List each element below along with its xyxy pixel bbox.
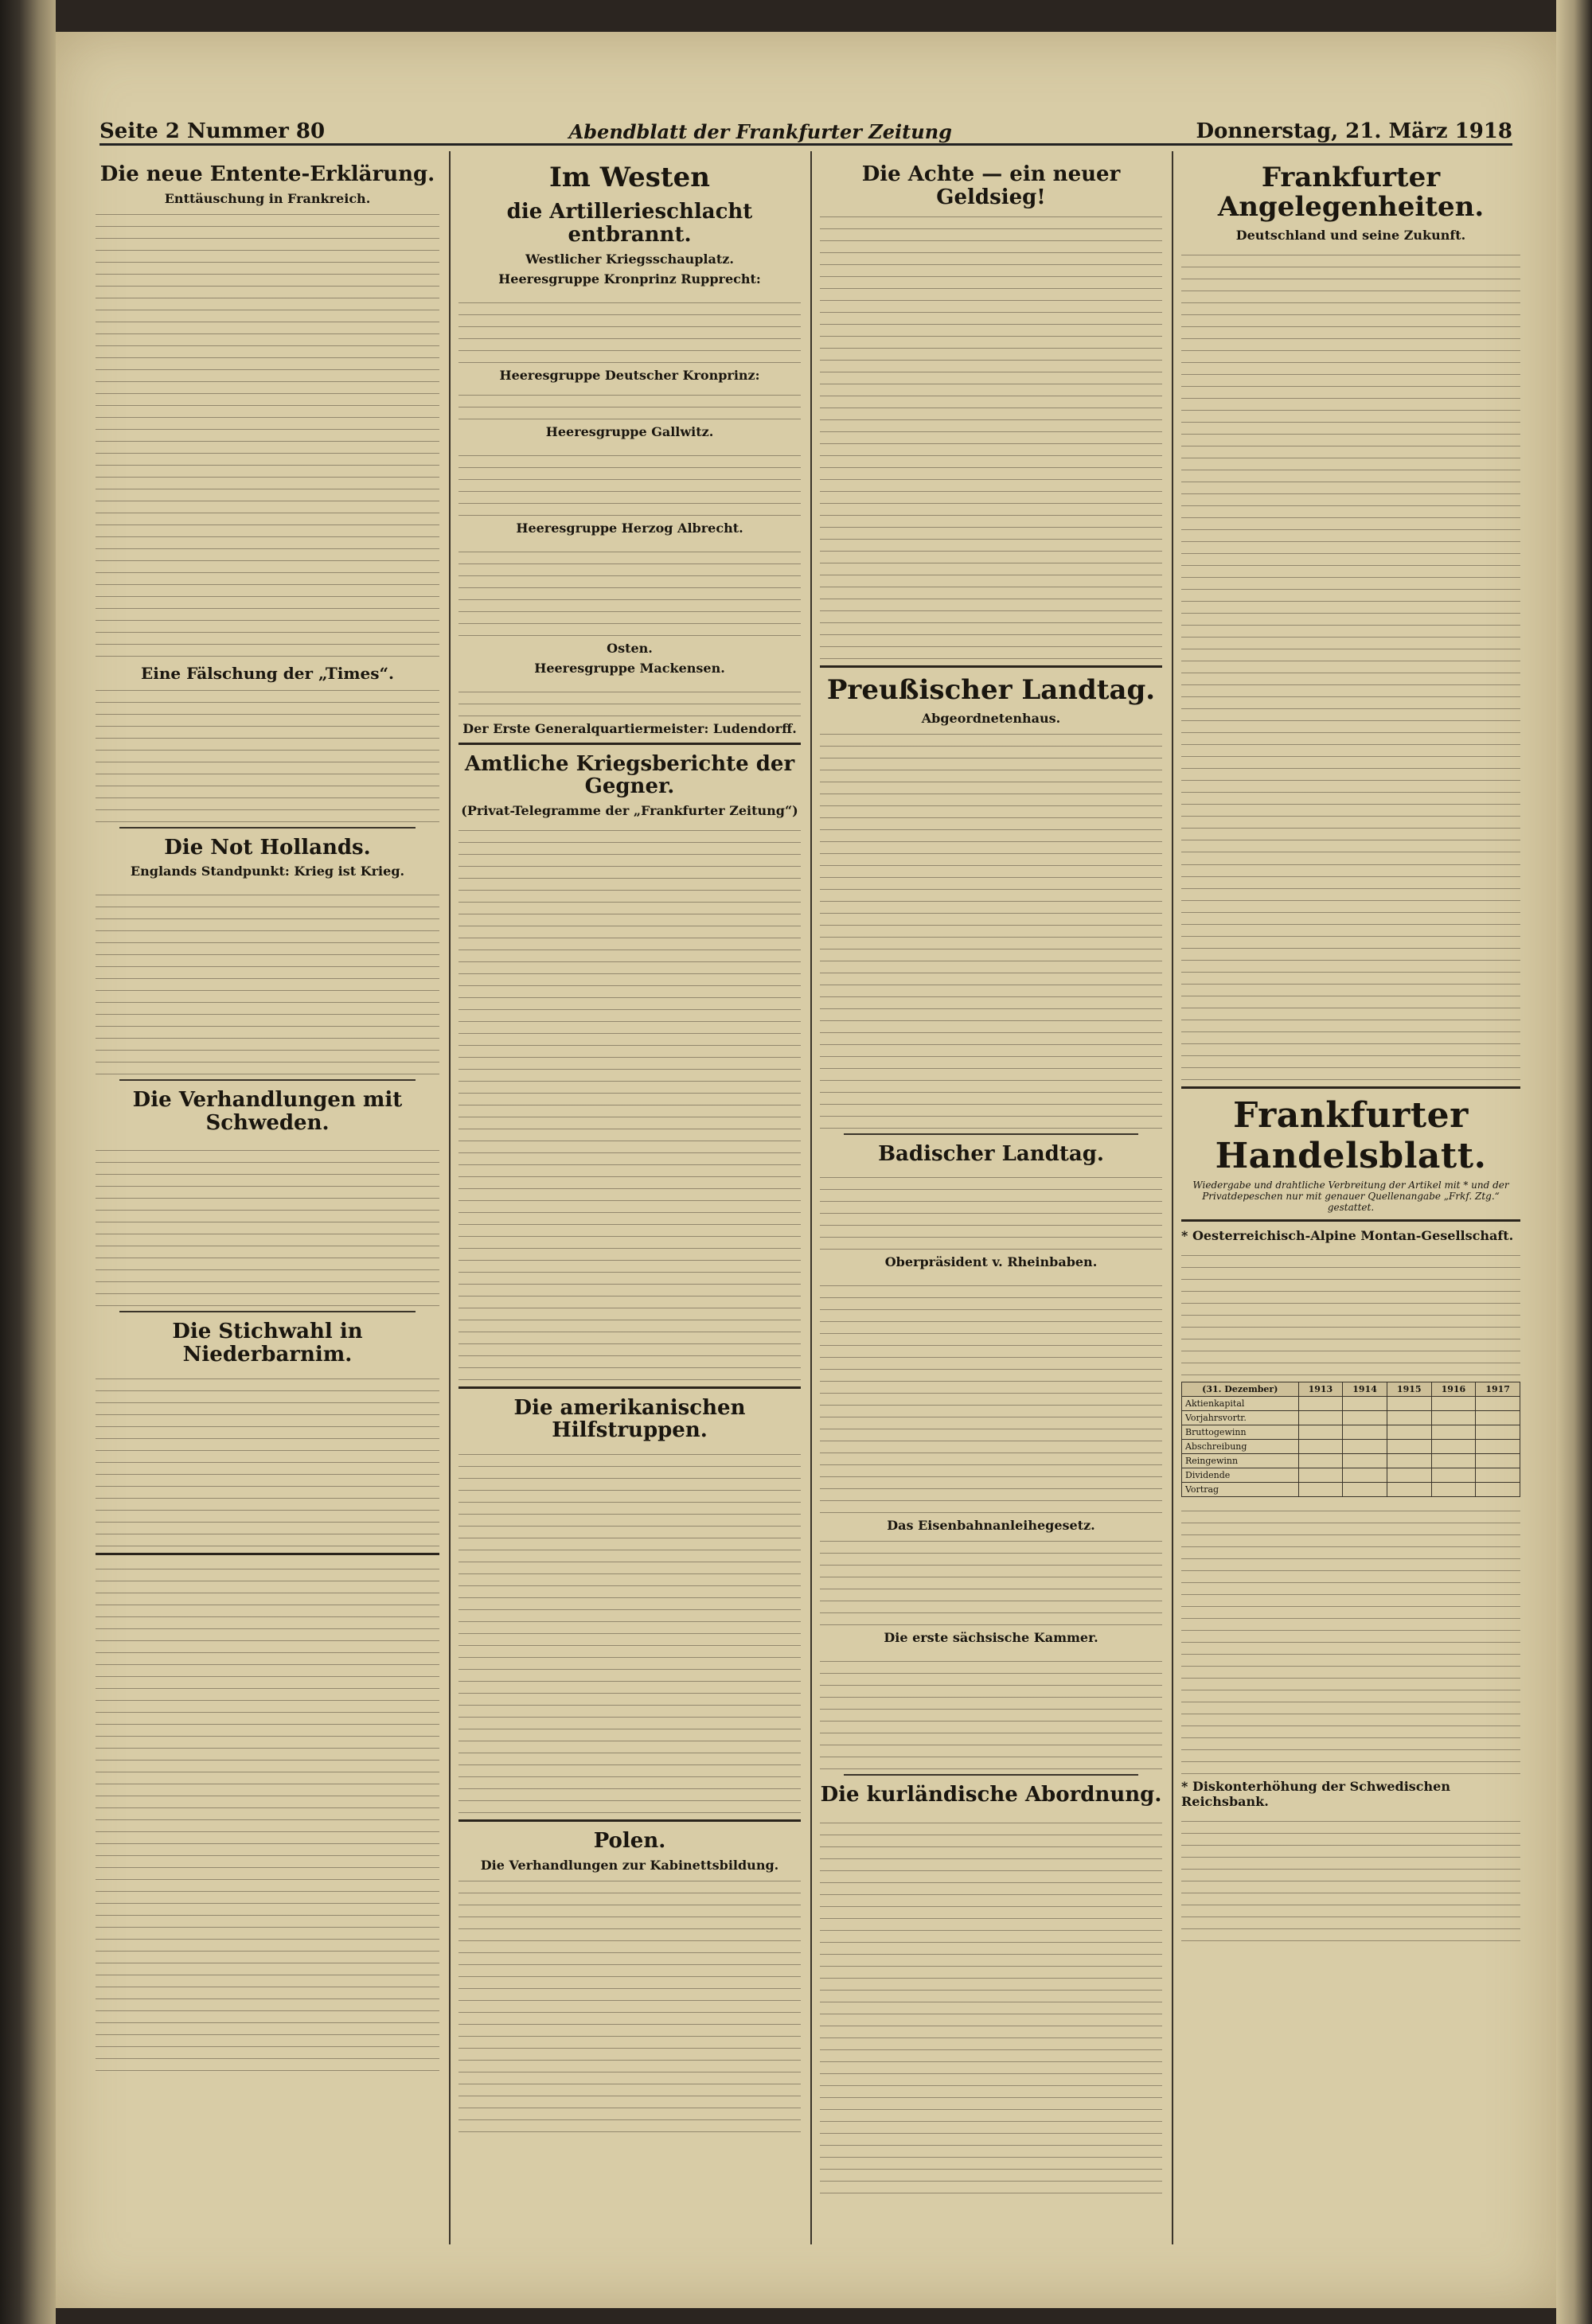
- masthead-handelsblatt: Frankfurter Handelsblatt.: [1215, 1094, 1487, 1176]
- book-binding: [0, 0, 56, 2324]
- subhead-rupprecht: Heeresgruppe Kronprinz Rupprecht:: [498, 271, 761, 287]
- article-text-block: [820, 1811, 1162, 2193]
- divider: [844, 1133, 1138, 1135]
- article-text-block: [96, 687, 439, 822]
- row-label: Dividende: [1182, 1468, 1299, 1482]
- table-year: 1916: [1431, 1382, 1476, 1396]
- headline-im-westen: Im Westen: [549, 162, 710, 193]
- divider: [119, 1311, 416, 1312]
- article-text-block: [1181, 248, 1520, 852]
- article-text-block: [458, 388, 801, 419]
- headline-times: Eine Fälschung der „Times“.: [141, 663, 394, 683]
- article-text-block: [96, 1562, 439, 2071]
- headline-amerikanische-hilfstruppen: Die amerikanischen Hilfstruppen.: [513, 1395, 746, 1443]
- article-text-block: [96, 211, 439, 657]
- row-label: Aktienkapital: [1182, 1396, 1299, 1410]
- column-4: [1181, 155, 1520, 2236]
- column-2: [458, 155, 801, 2236]
- signature-ludendorff: Der Erste Generalquartiermeister: Ludendorff.: [462, 720, 797, 736]
- article-text-block: [458, 291, 801, 363]
- divider: [458, 743, 801, 745]
- newspaper-page: [56, 32, 1556, 2308]
- article-text-block: [96, 1139, 439, 1306]
- header-date: Donnerstag, 21. März 1918: [1196, 119, 1512, 143]
- article-text-block: [820, 213, 1162, 659]
- article-text-block: [1181, 857, 1520, 1080]
- divider: [820, 665, 1162, 668]
- divider: [119, 827, 416, 829]
- table-corner: (31. Dezember): [1182, 1382, 1299, 1396]
- article-text-block: [96, 883, 439, 1074]
- divider: [458, 1386, 801, 1389]
- article-text-block: [458, 540, 801, 636]
- article-text-block: [820, 1274, 1162, 1513]
- table-row: [1182, 1425, 1520, 1439]
- article-text-block: [1181, 1814, 1520, 1941]
- row-label: Abschreibung: [1182, 1439, 1299, 1453]
- subhead-kabinettsbildung: Die Verhandlungen zur Kabinettsbildung.: [480, 1857, 779, 1873]
- table-row: [1182, 1410, 1520, 1425]
- column-rule: [810, 151, 812, 2244]
- table-row: [1182, 1439, 1520, 1453]
- row-label: Bruttogewinn: [1182, 1425, 1299, 1439]
- divider: [1181, 1086, 1520, 1089]
- headline-polen: Polen.: [593, 1828, 666, 1853]
- divider: [119, 1079, 416, 1081]
- headline-entente: Die neue Entente-Erklärung.: [100, 162, 435, 186]
- article-text-block: [96, 1371, 439, 1546]
- table-year: 1917: [1476, 1382, 1520, 1396]
- subhead-abgeordnetenhaus: Abgeordnetenhaus.: [921, 710, 1061, 726]
- article-text-block: [820, 731, 1162, 1129]
- headline-preussischer-landtag: Preußischer Landtag.: [826, 674, 1156, 707]
- subhead-rheinbaben: Oberpräsident v. Rheinbaben.: [884, 1254, 1098, 1270]
- subhead-saechsische-kammer: Die erste sächsische Kammer.: [884, 1630, 1098, 1646]
- subhead-gallwitz: Heeresgruppe Gallwitz.: [545, 423, 714, 439]
- row-label: Reingewinn: [1182, 1453, 1299, 1468]
- article-text-block: [1181, 1248, 1520, 1375]
- subhead-enttaeuschung: Enttäuschung in Frankreich.: [164, 190, 371, 206]
- table-row: [1182, 1482, 1520, 1496]
- article-text-block: [820, 1538, 1162, 1625]
- column-rule: [1172, 151, 1173, 2244]
- subhead-westlicher: Westlicher Kriegsschauplatz.: [525, 251, 734, 267]
- article-text-block: [458, 823, 801, 1380]
- divider: [844, 1774, 1138, 1776]
- subhead-eisenbahnanleihegesetz: Das Eisenbahnanleihegesetz.: [887, 1518, 1095, 1534]
- table-row: [1182, 1453, 1520, 1468]
- next-page-edge: [1556, 0, 1592, 2324]
- article-text-block: [458, 444, 801, 516]
- subhead-englands-standpunkt: Englands Standpunkt: Krieg ist Krieg.: [130, 864, 405, 879]
- article-text-block: [820, 1650, 1162, 1769]
- subhead-deutschland-zukunft: Deutschland und seine Zukunft.: [1235, 227, 1466, 243]
- balance-table: [1181, 1382, 1520, 1497]
- article-title-alpine-montan: * Oesterreichisch-Alpine Montan-Gesellschaft.: [1181, 1227, 1514, 1243]
- subhead-herzog-albrecht: Heeresgruppe Herzog Albrecht.: [516, 520, 743, 536]
- headline-stichwahl: Die Stichwahl in Niederbarnim.: [172, 1320, 363, 1367]
- headline-holland: Die Not Hollands.: [164, 835, 371, 860]
- table-year: 1915: [1387, 1382, 1431, 1396]
- table-header-row: [1182, 1382, 1520, 1396]
- article-text-block: [458, 1447, 801, 1813]
- divider: [1181, 1219, 1520, 1222]
- divider: [458, 1819, 801, 1822]
- article-text-block: [458, 1878, 801, 2132]
- subhead-deutscher-kronprinz: Heeresgruppe Deutscher Kronprinz:: [499, 367, 760, 383]
- headline-frankfurter-angelegenheiten: Frankfurter Angelegenheiten.: [1217, 162, 1485, 224]
- divider: [96, 1553, 439, 1555]
- headline-artillerieschlacht: die Artillerieschlacht entbrannt.: [506, 200, 753, 247]
- row-label: Vortrag: [1182, 1482, 1299, 1496]
- headline-kurlaendische-abordnung: Die kurländische Abordnung.: [820, 1783, 1162, 1807]
- article-title-reichsbank: * Diskonterhöhung der Schwedischen Reichsbank.: [1181, 1778, 1450, 1809]
- table-year: 1913: [1298, 1382, 1343, 1396]
- article-text-block: [820, 1170, 1162, 1250]
- table-row: [1182, 1468, 1520, 1482]
- headline-schweden: Die Verhandlungen mit Schweden.: [132, 1088, 403, 1135]
- column-rule: [449, 151, 451, 2244]
- column-1: [96, 155, 439, 2236]
- row-label: Vorjahrsvortr.: [1182, 1410, 1299, 1425]
- subhead-osten: Osten.: [607, 640, 653, 656]
- article-text-block: [458, 680, 801, 716]
- table-year: 1914: [1343, 1382, 1387, 1396]
- header-paper-title: Abendblatt der Frankfurter Zeitung: [568, 120, 952, 143]
- headline-geldsieg: Die Achte — ein neuer Geldsieg!: [861, 162, 1121, 209]
- headline-badischer-landtag: Badischer Landtag.: [878, 1141, 1104, 1166]
- subhead-privat-telegramme: (Privat-Telegramme der „Frankfurter Zeitung“): [461, 802, 798, 818]
- header-page-number: Seite 2 Nummer 80: [100, 119, 326, 143]
- subhead-mackensen: Heeresgruppe Mackensen.: [534, 660, 725, 676]
- article-text-block: [1181, 1503, 1520, 1774]
- page-header: [100, 111, 1512, 146]
- column-3: [820, 155, 1162, 2236]
- table-row: [1182, 1396, 1520, 1410]
- headline-kriegsberichte-gegner: Amtliche Kriegsberichte der Gegner.: [464, 751, 795, 799]
- masthead-notice: Wiedergabe und drahtliche Verbreitung der Artikel mit * und der Privatdepeschen nur mit genauer Quellenangabe „Frkf. Ztg.“ gestattet.: [1192, 1179, 1509, 1213]
